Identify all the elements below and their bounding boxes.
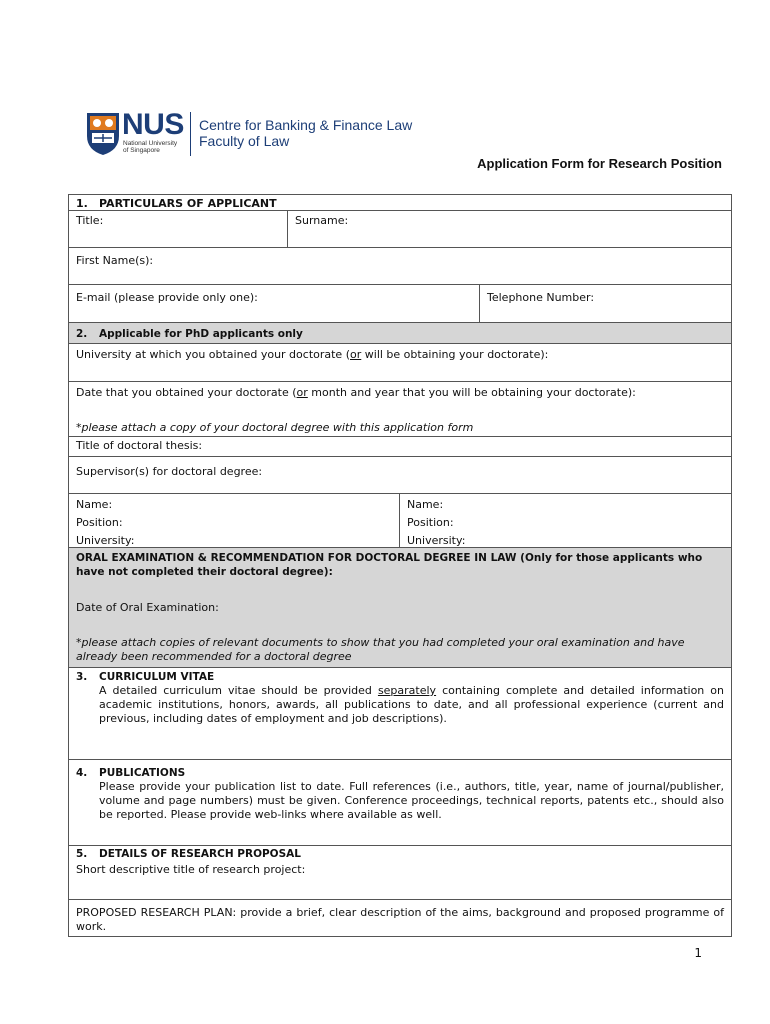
first-name-field[interactable]: First Name(s):	[69, 248, 731, 285]
supervisor-left[interactable]: Name: Position: University:	[76, 498, 135, 547]
publications-instructions: Please provide your publication list to date. Full references (i.e., authors, title, year, name of journal/publisher, volume and page numbers) must be given. Conference proceedings, technical reports, patents etc., should also be reported. Please provide web-links where available as well.	[99, 780, 724, 821]
telephone-field[interactable]: Telephone Number:	[479, 285, 731, 322]
university-name: National University of Singapore	[123, 140, 178, 154]
doctorate-university-field[interactable]: University at which you obtained your doctorate (or will be obtaining your doctorate):	[69, 344, 731, 382]
section4-heading: PUBLICATIONS	[99, 767, 186, 779]
section5-heading: 5. DETAILS OF RESEARCH PROPOSAL	[76, 848, 301, 860]
header-logo	[86, 110, 426, 160]
section2-heading: 2. Applicable for PhD applicants only	[69, 323, 731, 344]
title-field[interactable]: Title:	[76, 214, 104, 227]
section3-cv: 3. CURRICULUM VITAE A detailed curriculum vitae should be provided separately containing complete and detailed information on academic institutions, honors, awards, all publications to date, and all professional experience (current and previous, including dates of employment and job descriptions).	[69, 668, 731, 760]
surname-field[interactable]: Surname:	[287, 211, 731, 247]
section4-publications: 4. PUBLICATIONS Please provide your publication list to date. Full references (i.e., authors, title, year, name of journal/publisher, volume and page numbers) must be given. Conference proceedings, technical reports, patents etc., should also be reported. Please provide web-links where available as well.	[69, 760, 731, 846]
supervisor-right[interactable]: Name: Position: University:	[399, 494, 731, 547]
email-telephone-row	[69, 285, 731, 323]
supervisor-label: Supervisor(s) for doctoral degree:	[69, 457, 731, 494]
degree-attach-note: *please attach a copy of your doctoral degree with this application form	[76, 421, 474, 434]
nus-crest-icon	[86, 112, 120, 156]
research-title-field[interactable]: Short descriptive title of research project:	[69, 862, 731, 900]
page-number: 1	[694, 946, 702, 960]
logo-divider	[190, 112, 191, 156]
oral-exam-date-field[interactable]: Date of Oral Examination:	[76, 601, 219, 614]
form-title: Application Form for Research Position	[477, 156, 722, 171]
section3-heading: CURRICULUM VITAE	[99, 671, 215, 683]
section1-heading: 1. PARTICULARS OF APPLICANT	[76, 197, 277, 210]
oral-exam-note: *please attach copies of relevant documents to show that you had completed your oral examination and have already been recommended for a doctoral degree	[76, 636, 685, 663]
nus-wordmark: NUS	[122, 108, 184, 141]
supervisor-details-row	[69, 494, 731, 548]
cv-instructions: A detailed curriculum vitae should be provided separately containing complete and detailed information on academic institutions, honors, awards, all publications to date, and all professional experience (current and previous, including dates of employment and job descriptions).	[99, 684, 725, 725]
title-surname-row	[69, 210, 731, 248]
thesis-title-field[interactable]: Title of doctoral thesis:	[69, 437, 731, 457]
doctorate-date-field[interactable]: Date that you obtained your doctorate (or month and year that you will be obtaining your doctorate): *please attach a copy of your doctoral degree with this application form	[69, 382, 731, 437]
oral-examination-section	[69, 548, 731, 668]
research-plan-field[interactable]: PROPOSED RESEARCH PLAN: provide a brief, clear description of the aims, background and proposed programme of work.	[76, 906, 724, 933]
email-field[interactable]: E-mail (please provide only one):	[76, 291, 258, 304]
application-form	[68, 194, 732, 937]
centre-name: Centre for Banking & Finance Law Faculty of Law	[199, 117, 413, 149]
oral-exam-heading: ORAL EXAMINATION & RECOMMENDATION FOR DOCTORAL DEGREE IN LAW (Only for those applicants who have not completed their doctoral degree):	[76, 552, 703, 578]
